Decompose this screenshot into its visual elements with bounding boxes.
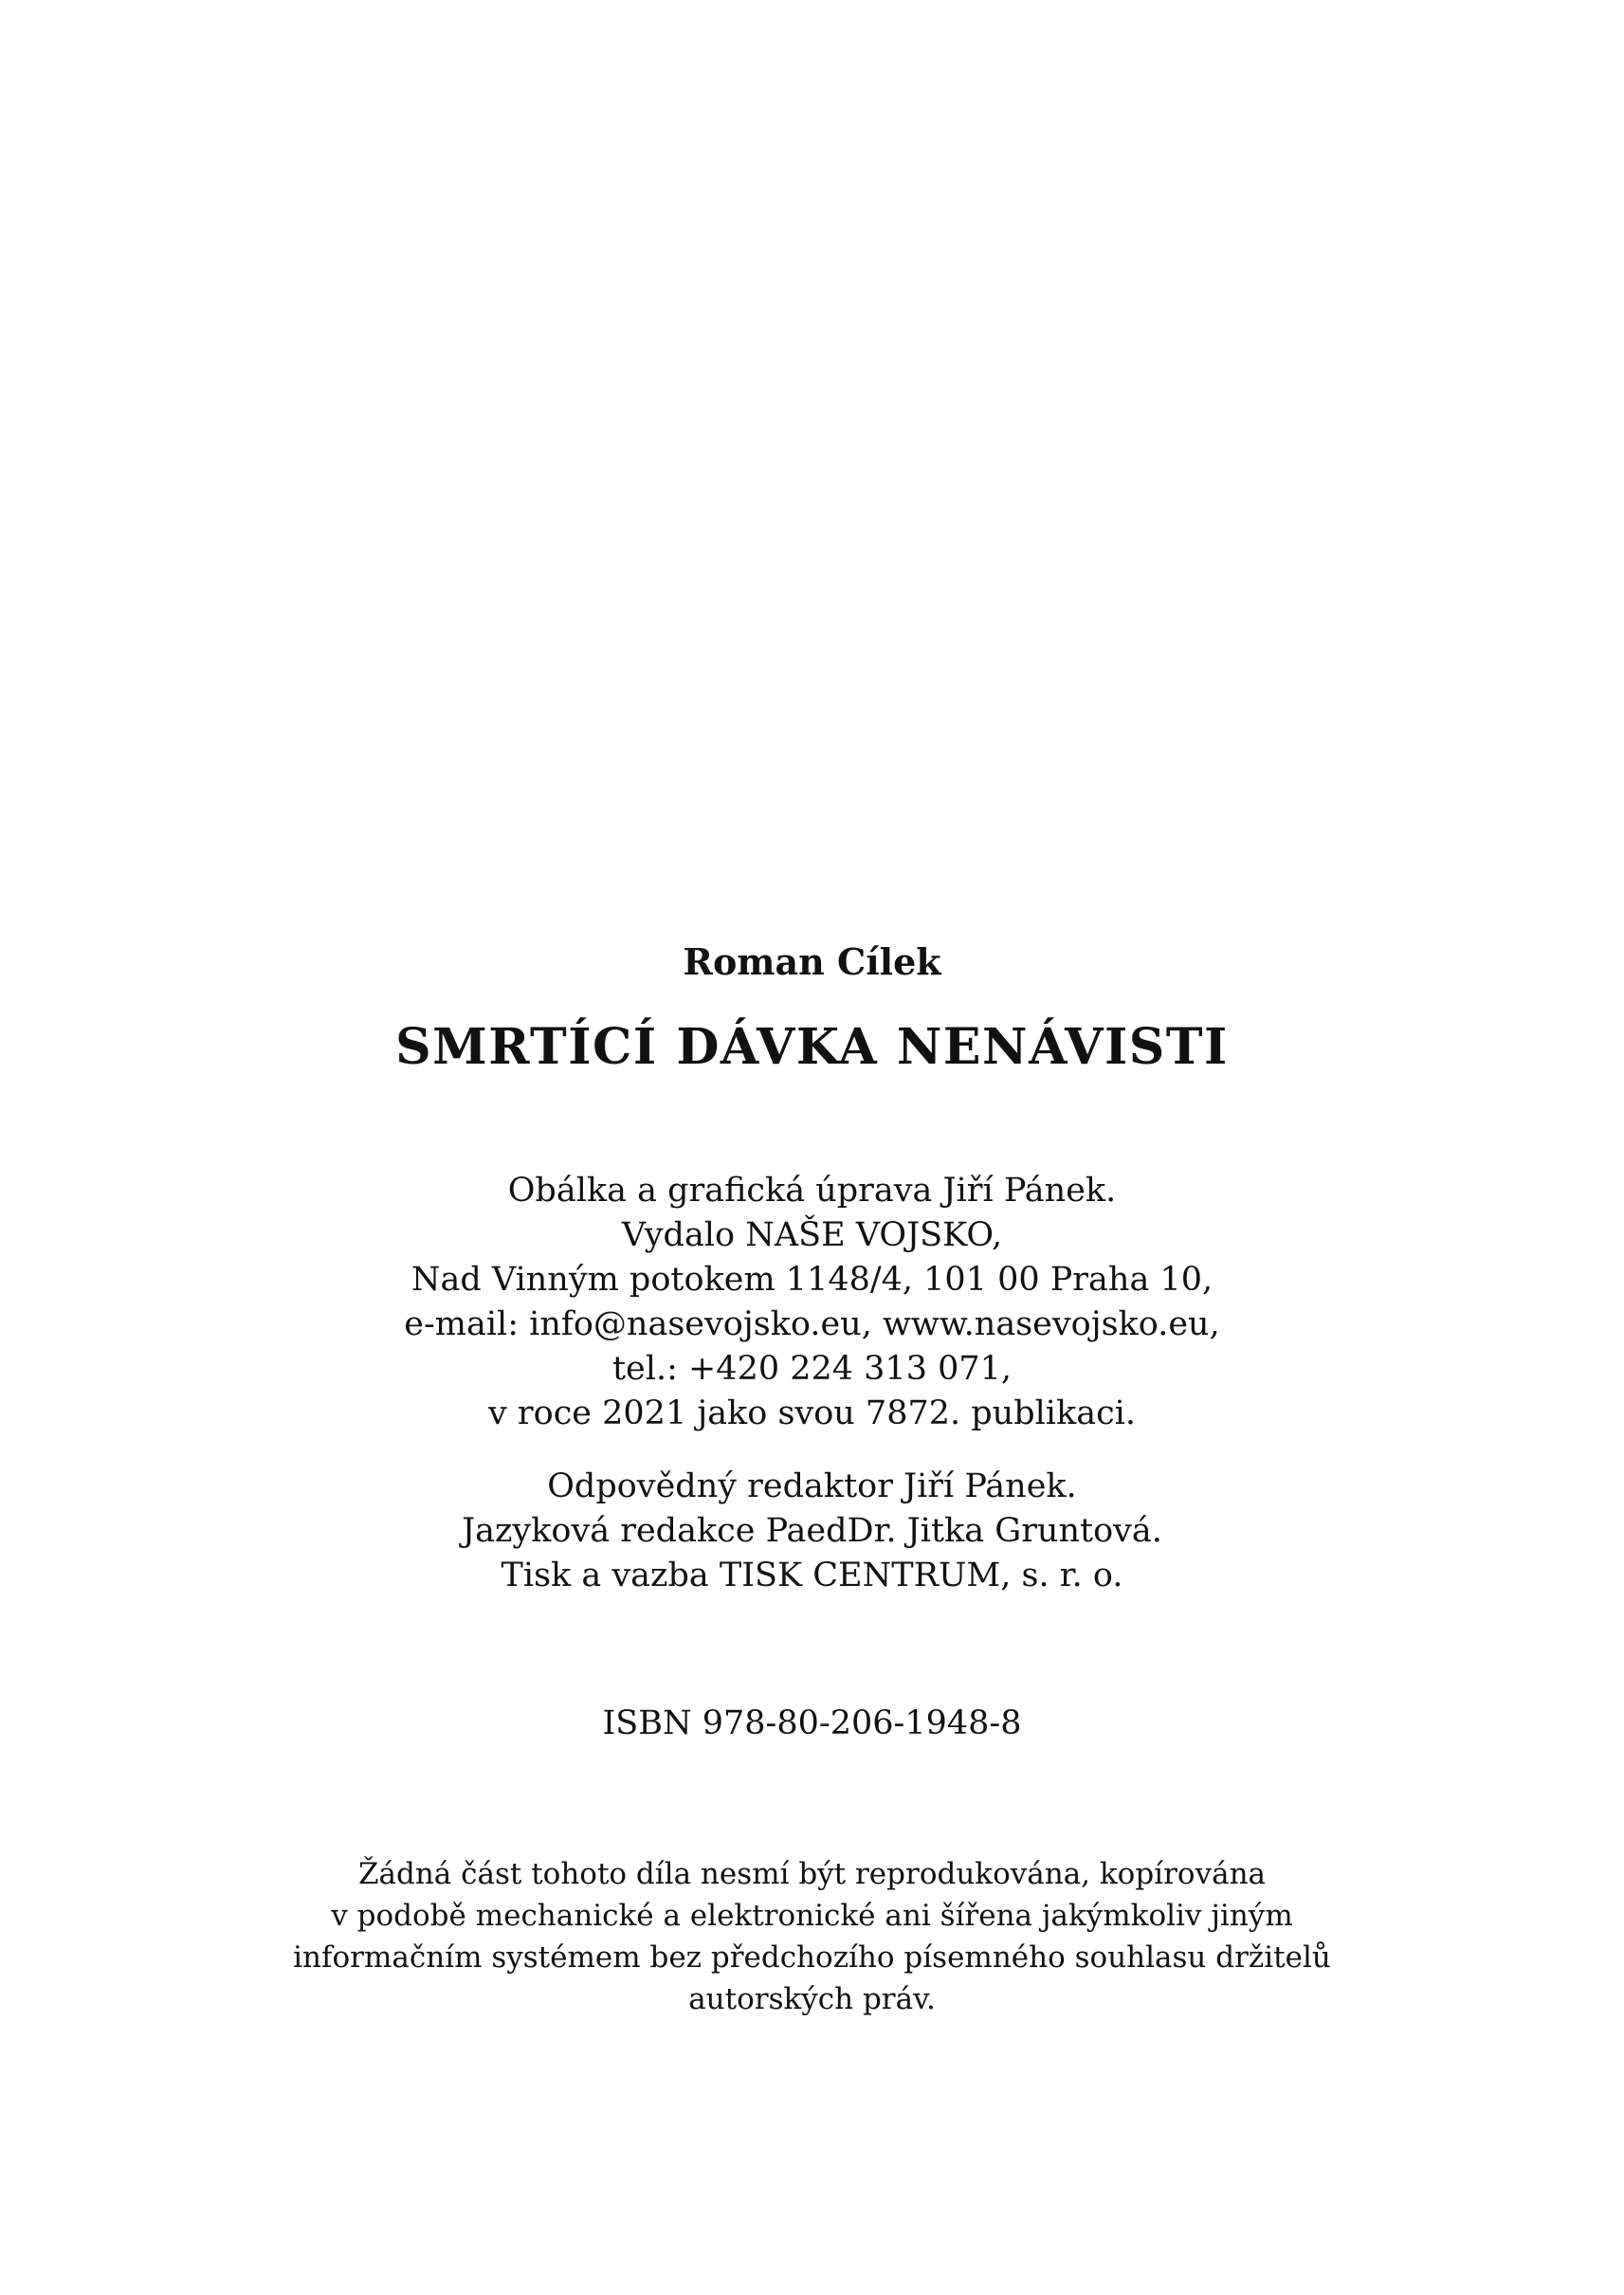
author-name: Roman Cílek	[683, 940, 941, 983]
publisher-line: tel.: +420 224 313 071,	[611, 1350, 1013, 1388]
publisher-line: Obálka a grafická úprava Jiří Pánek.	[507, 1172, 1117, 1210]
copyright-line: Žádná část tohoto díla nesmí být reprodukována, kopírována	[357, 1857, 1267, 1891]
editor-line: Odpovědný redaktor Jiří Pánek.	[547, 1467, 1077, 1505]
publisher-line: Vydalo NAŠE VOJSKO,	[621, 1216, 1003, 1254]
copyright-notice	[0, 1853, 1624, 2020]
publisher-line: Nad Vinným potokem 1148/4, 101 00 Praha 10,	[411, 1261, 1213, 1299]
editor-line: Jazyková redakce PaedDr. Jitka Gruntová.	[462, 1512, 1162, 1550]
copyright-line: v podobě mechanické a elektronické ani šířena jakýmkoliv jiným	[331, 1899, 1293, 1933]
editor-line: Tisk a vazba TISK CENTRUM, s. r. o.	[501, 1557, 1123, 1594]
publisher-line: e-mail: info@nasevojsko.eu, www.nasevojsko.eu,	[404, 1305, 1220, 1343]
editorial-credits	[0, 1465, 1624, 1598]
book-title: SMRTÍCÍ DÁVKA NENÁVISTI	[395, 1018, 1229, 1076]
publisher-line: v roce 2021 jako svou 7872. publikaci.	[488, 1394, 1136, 1432]
isbn: ISBN 978-80-206-1948-8	[602, 1704, 1022, 1742]
copyright-line: autorských práv.	[688, 1982, 936, 2016]
copyright-line: informačním systémem bez předchozího písemného souhlasu držitelů	[293, 1940, 1331, 1975]
publisher-info	[0, 1169, 1624, 1436]
